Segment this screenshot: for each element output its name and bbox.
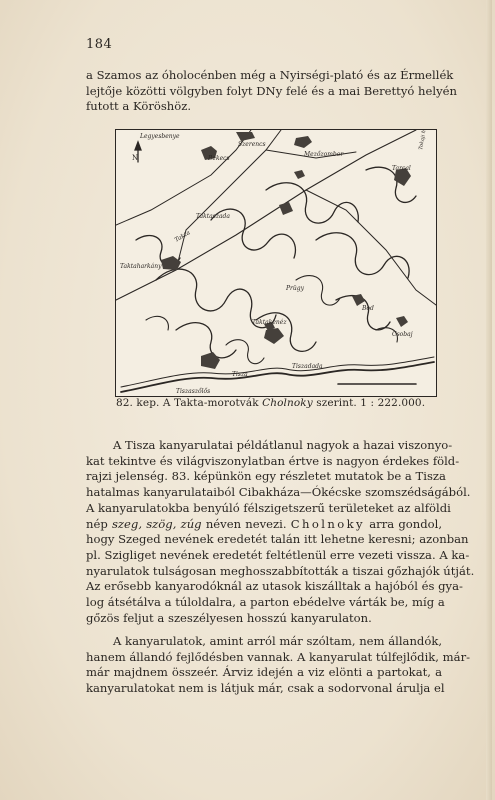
map-label-tiszadada: Tiszadada (292, 363, 323, 370)
p1-line-3: rajzi jelenség. 83. képünkön egy részletet mutatok be a Tisza (86, 469, 446, 484)
p1-line-4: hatalmas kanyarulataiból Cibakháza—Ókécske szomszédságából. (86, 485, 471, 500)
map-label-szerencs: Szerencs (238, 141, 266, 148)
map-label-legyesbenye: Legyesbenye (140, 133, 180, 140)
paragraph-2 (86, 634, 471, 697)
map-label-tiszaszolos: Tiszaszőlős (176, 388, 211, 395)
p2-line-1: A kanyarulatok, amint arról már szóltam, nem állandók, (113, 634, 443, 648)
page-number: 184 (86, 37, 113, 52)
map-label-prugy: Prügy (286, 285, 304, 292)
map-label-mezozombor: Mezőzombor (304, 151, 344, 158)
scan-edge (486, 0, 492, 800)
p1-line-6: nép szeg, szög, zúg néven nevezi. Cholnoky arra gondol, (86, 516, 443, 531)
p1-line-2: kat tekintve és világviszonylatban értve is nagyon érdekes föld- (86, 453, 460, 468)
intro-paragraph (86, 68, 457, 115)
p1-line-7: hogy Szeged nevének eredetét talán itt lehetne keresni; azonban (86, 532, 469, 547)
paragraph-1 (86, 438, 475, 626)
takta-oxbow-map (115, 129, 437, 397)
caption-author: Cholnoky (262, 397, 313, 409)
map-label-tisza: Tisza (232, 371, 248, 378)
map-label-csobaj: Csobaj (392, 331, 413, 338)
map-label-taktakenez: Taktakenéz (252, 319, 287, 326)
map-label-tarcal: Tarcal (392, 165, 411, 172)
p2-line-3: már majdnem összeér. Árviz idején a viz elönti a partokat, a (86, 665, 442, 680)
p2-line-2: hanem állandó fejlődésben vannak. A kanyarulat túlfejlődik, már- (86, 649, 471, 664)
intro-line-2: lejtője közötti völgyben folyt DNy felé és a mai Berettyó helyén (86, 83, 457, 98)
p1-line-9: nyarulatok tulságosan meghosszabbították a tiszai gőzhajók útját. (86, 563, 475, 578)
p1-line-11: log átsétálva a túloldalra, a parton ebédelve várták be, míg a (86, 595, 445, 610)
map-label-taktaharkany: Taktaharkány (120, 263, 162, 270)
map-label-taktaszada: Taktaszada (196, 213, 230, 220)
caption-scale: szerint. 1 : 222.000. (316, 397, 426, 409)
p1-line-12: gőzös feljut a szeszélyesen hosszú kanyarulaton. (86, 610, 372, 625)
p2-line-4: kanyarulatokat nem is látjuk már, csak a sodorvonal árulja el (86, 681, 445, 696)
map-label-bekecs: Bekecs (208, 155, 230, 162)
intro-line-3: futott a Köröshöz. (86, 99, 192, 114)
north-label: N (132, 154, 139, 162)
map-label-bod: Bod (362, 305, 374, 312)
caption-number: 82. kep. A Takta-morotvák (116, 397, 259, 409)
p1-line-1: A Tisza kanyarulatai példátlanul nagyok a hazai viszonyo- (113, 438, 453, 452)
p1-line-10: Az erősebb kanyarodóknál az utasok kiszálltak a hajóból és gya- (86, 579, 463, 594)
intro-line-1: a Szamos az óholocénben még a Nyirségi-plató és az Érmellék (86, 68, 454, 82)
figure-caption (116, 397, 425, 409)
map-label-takta: Takta (173, 229, 192, 244)
p1-line-5: A kanyarulatokba benyúló félszigetszerű területeket az alföldi (86, 500, 451, 515)
p1-line-8: pl. Szigliget nevének eredetét feltétlenül erre vezeti vissza. A ka- (86, 547, 470, 562)
map-label-tokaji-hegy: Tokaji hegy (418, 130, 429, 151)
map-drawing (116, 130, 436, 396)
